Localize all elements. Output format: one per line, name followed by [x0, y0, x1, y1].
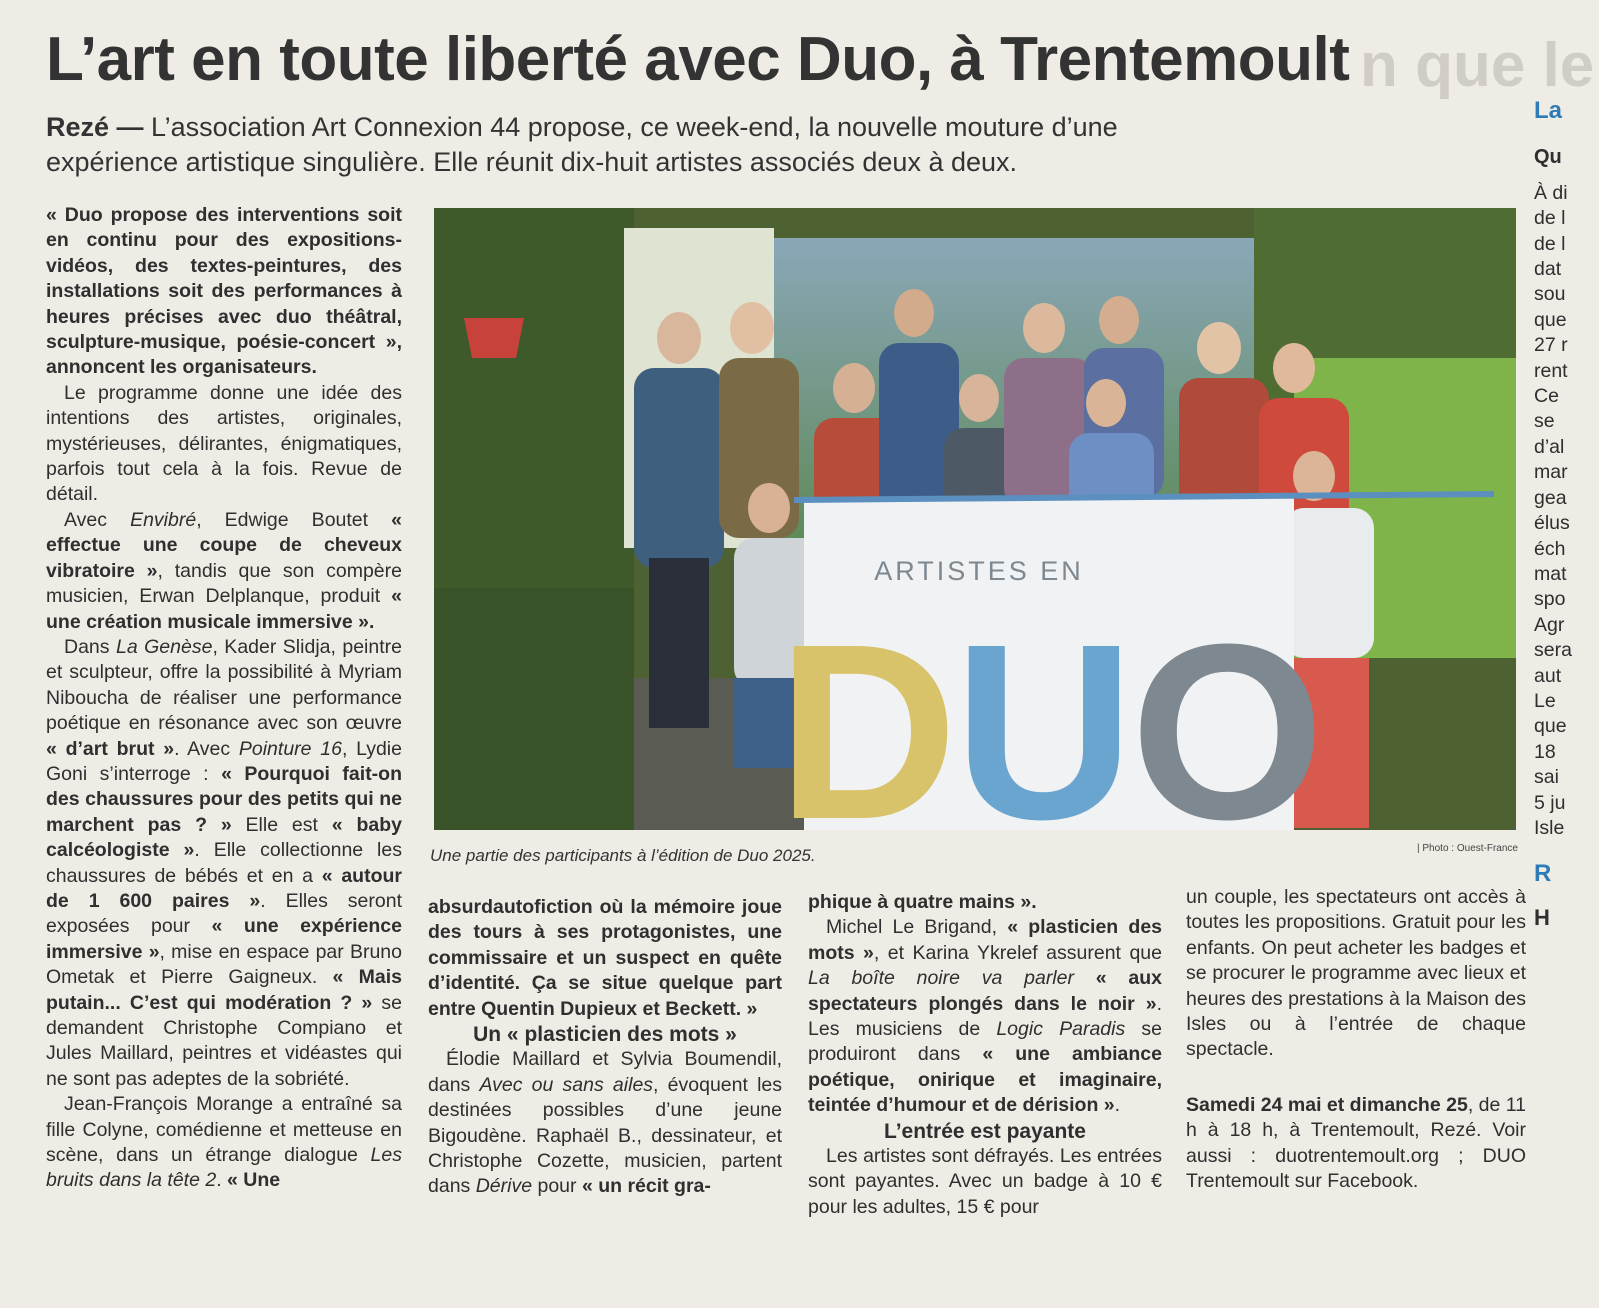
article-column-1 — [46, 203, 402, 1194]
photo-illustration — [434, 208, 1516, 830]
neighbor-line: sai — [1534, 766, 1559, 789]
neighbor-line: sou — [1534, 283, 1566, 306]
neighbor-bleed-title: n que le — [1360, 31, 1595, 100]
neighbor-h-letter: H — [1534, 904, 1550, 930]
paragraph: « Duo propose des interventions soit en continu pour des expositions-vidéos, des textes-peintures, des installations soit des performances à heures précises avec duo théâtral, sculpture-musique, poésie-concert », annoncent les organisateurs. — [46, 204, 402, 379]
neighbor-line: de l — [1534, 207, 1566, 230]
banner-letter: O — [1130, 592, 1321, 830]
paragraph: absurdautofiction où la mémoire joue des tours à ses protagonistes, une commissaire et un suspect en quête d’identité. Ça se situe quelque part entre Quentin Dupieux et Beckett. » — [428, 896, 782, 1020]
paragraph: Le programme donne une idée des intentions des artistes, originales, mystérieuses, délirantes, énigmatiques, parfois tout cela à la fois. Revue de détail. — [46, 381, 402, 506]
neighbor-line: de l — [1534, 232, 1566, 255]
neighbor-line: spo — [1534, 588, 1566, 611]
neighbor-line: aut — [1534, 664, 1562, 687]
standfirst-text: L’association Art Connexion 44 propose, ce week-end, la nouvelle mouture d’une expérience artistique singulière. Elle réunit dix-huit artistes associés deux à deux. — [46, 112, 1118, 177]
neighbor-line: que — [1534, 715, 1567, 738]
article-column-2 — [428, 895, 782, 1200]
paragraph: un couple, les spectateurs ont accès à toutes les propositions. Gratuit pour les enfants. On peut acheter les badges et se procurer le programme avec lieux et heures des prestations à la Maison des Isles ou à l’entrée de chaque spectacle. — [1186, 886, 1526, 1061]
neighbor-line: dat — [1534, 258, 1562, 281]
neighbor-line: 5 ju — [1534, 791, 1566, 814]
banner-duo-text — [777, 592, 1321, 830]
neighbor-line: d’al — [1534, 435, 1565, 458]
neighbor-line: mat — [1534, 562, 1567, 585]
neighbor-line: Le — [1534, 689, 1556, 712]
neighbor-line: À di — [1534, 181, 1568, 204]
neighbor-line: Isle — [1534, 816, 1565, 839]
neighbor-line: élus — [1534, 512, 1570, 535]
neighbor-line: mar — [1534, 461, 1568, 484]
neighbor-heading: La — [1534, 98, 1563, 124]
article-column-3 — [808, 890, 1162, 1220]
neighbor-line: 27 r — [1534, 334, 1568, 357]
subheading: L’entrée est payante — [884, 1119, 1086, 1143]
paragraph: Les artistes sont défrayés. Les entrées sont payantes. Avec un badge à 10 € pour les adultes, 15 € pour — [808, 1145, 1162, 1218]
neighbor-line: que — [1534, 308, 1567, 331]
paragraph: Avec Envibré, Edwige Boutet « effectue une coupe de cheveux vibratoire », tandis que son compère musicien, Erwan Delplanque, produit « une création musicale immersive ». — [46, 508, 402, 633]
article-column-4 — [1186, 885, 1526, 1194]
neighbor-line: Agr — [1534, 613, 1565, 636]
neighbor-line: Ce — [1534, 385, 1559, 408]
paragraph: phique à quatre mains ». — [808, 891, 1037, 913]
banner-top-text: ARTISTES EN — [874, 556, 1084, 586]
photo-credit: | Photo : Ouest-France — [1417, 843, 1518, 854]
paragraph: Jean-François Morange a entraîné sa fille Colyne, comédienne et metteuse en scène, dans un étrange dialogue Les bruits dans la tête 2. « Une — [46, 1093, 402, 1192]
neighbor-r-letter: R — [1534, 860, 1552, 888]
neighbor-line: sera — [1534, 639, 1572, 662]
photo-caption: Une partie des participants à l’édition de Duo 2025. — [430, 846, 816, 865]
neighbor-subheading: Qu — [1534, 146, 1562, 169]
banner-letter: U — [953, 592, 1131, 830]
practical-info: Samedi 24 mai et dimanche 25, de 11 h à 18 h, à Trentemoult, Rezé. Voir aussi : duotrentemoult.org ; DUO Trentemoult sur Facebook. — [1186, 1093, 1526, 1193]
banner-letter: D — [777, 592, 954, 830]
paragraph: Dans La Genèse, Kader Slidja, peintre et sculpteur, offre la possibilité à Myriam Niboucha de réaliser une performance poétique en résonance avec son œuvre « d’art brut ». Avec Pointure 16, Lydie Goni s’interroge : « Pourquoi fait-on des chaussures pour des petits qui ne marchent pas ? » Elle est « baby calcéologiste ». Elle collectionne les chaussures de bébés et en a « autour de 1 600 paires ». Elles seront exposées pour « une expérience immersive », mise en espace par Bruno Ometak et Pierre Gaigneux. « Mais putain... C’est qui modération ? » se demandent Christophe Compiano et Jules Maillard, peintres et vidéastes qui ne sont pas adeptes de la sobriété. — [46, 635, 403, 1090]
paragraph: Élodie Maillard et Sylvia Boumendil, dans Avec ou sans ailes, évoquent les destinées possibles d’une jeune Bigoudène. Raphaël B., dessinateur, et Christophe Cozette, musicien, partent dans Dérive pour « un récit gra- — [428, 1048, 783, 1198]
neighbor-line: se — [1534, 410, 1555, 433]
neighbor-line: gea — [1534, 486, 1567, 509]
paragraph: Michel Le Brigand, « plasticien des mots », et Karina Ykrelef assurent que La boîte noire va parler « aux spectateurs plongés dans le noir ». Les musiciens de Logic Paradis se produiront dans « une ambiance poétique, onirique et imaginaire, teintée d’humour et de dérision ». — [808, 916, 1163, 1117]
article-standfirst — [46, 110, 1206, 180]
neighbor-line: rent — [1534, 359, 1568, 382]
neighbor-article-column — [1534, 98, 1599, 930]
neighbor-line: éch — [1534, 537, 1566, 560]
article-headline: L’art en toute liberté avec Duo, à Trentemoult — [46, 25, 1350, 94]
neighbor-line: 18 — [1534, 740, 1556, 763]
dateline: Rezé — — [46, 112, 144, 142]
flower-pot — [464, 318, 524, 358]
subheading: Un « plasticien des mots » — [473, 1023, 737, 1047]
article-photo — [434, 208, 1516, 830]
neighbor-lines — [1534, 181, 1599, 842]
